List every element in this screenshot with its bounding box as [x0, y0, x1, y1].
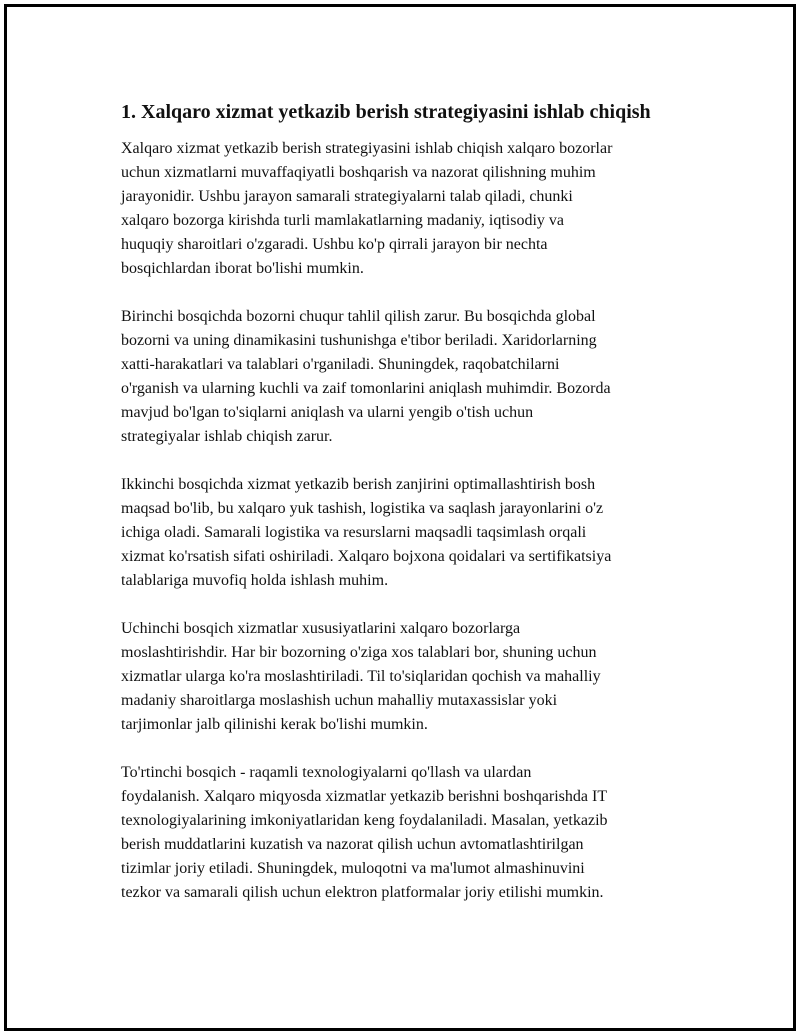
text-line: madaniy sharoitlarga moslashish uchun mahalliy mutaxassislar yoki: [121, 692, 558, 709]
text-line: foydalanish. Xalqaro miqyosda xizmatlar yetkazib berishni boshqarishda IT: [121, 788, 608, 805]
paragraph-stage-2: [121, 473, 701, 593]
document-body: [121, 99, 701, 929]
paragraph-stage-3: [121, 617, 701, 737]
text-line: Xalqaro xizmat yetkazib berish strategiyasini ishlab chiqish xalqaro bozorlar: [121, 140, 613, 157]
text-line: talablariga muvofiq holda ishlash muhim.: [121, 572, 389, 589]
text-line: ichiga oladi. Samarali logistika va resurslarni maqsadli taqsimlash orqali: [121, 524, 587, 541]
text-line: xalqaro bozorga kirishda turli mamlakatlarning madaniy, iqtisodiy va: [121, 212, 564, 229]
paragraph-stage-4: [121, 761, 701, 905]
text-line: To'rtinchi bosqich - raqamli texnologiyalarni qo'llash va ulardan: [121, 764, 532, 781]
text-line: Uchinchi bosqich xizmatlar xususiyatlarini xalqaro bozorlarga: [121, 620, 521, 637]
text-line: Ikkinchi bosqichda xizmat yetkazib berish zanjirini optimallashtirish bosh: [121, 476, 596, 493]
page-title: 1. Xalqaro xizmat yetkazib berish strategiyasini ishlab chiqish: [121, 101, 651, 123]
text-line: uchun xizmatlarni muvaffaqiyatli boshqarish va nazorat qilishning muhim: [121, 164, 596, 181]
text-line: maqsad bo'lib, bu xalqaro yuk tashish, logistika va saqlash jarayonlarini o'z: [121, 500, 604, 517]
text-line: tizimlar joriy etiladi. Shuningdek, muloqotni va ma'lumot almashinuvini: [121, 860, 585, 877]
text-line: mavjud bo'lgan to'siqlarni aniqlash va ularni yengib o'tish uchun: [121, 404, 534, 421]
text-line: berish muddatlarini kuzatish va nazorat qilish uchun avtomatlashtirilgan: [121, 836, 584, 853]
text-line: xizmatlar ularga ko'ra moslashtiriladi. Til to'siqlaridan qochish va mahalliy: [121, 668, 601, 685]
text-line: o'rganish va ularning kuchli va zaif tomonlarini aniqlash muhimdir. Bozorda: [121, 380, 611, 397]
page-border: [4, 4, 796, 1031]
text-line: Birinchi bosqichda bozorni chuqur tahlil qilish zarur. Bu bosqichda global: [121, 308, 596, 325]
paragraph-stage-1: [121, 305, 701, 449]
text-line: xizmat ko'rsatish sifati oshiriladi. Xalqaro bojxona qoidalari va sertifikatsiya: [121, 548, 612, 565]
text-line: tezkor va samarali qilish uchun elektron platformalar joriy etilishi mumkin.: [121, 884, 604, 901]
text-line: strategiyalar ishlab chiqish zarur.: [121, 428, 333, 445]
text-line: bozorni va uning dinamikasini tushunishga e'tibor beriladi. Xaridorlarning: [121, 332, 597, 349]
text-line: xatti-harakatlari va talablari o'rganiladi. Shuningdek, raqobatchilarni: [121, 356, 560, 373]
text-line: jarayonidir. Ushbu jarayon samarali strategiyalarni talab qiladi, chunki: [121, 188, 573, 205]
paragraph-intro: [121, 137, 701, 281]
text-line: tarjimonlar jalb qilinishi kerak bo'lishi mumkin.: [121, 716, 428, 733]
text-line: moslashtirishdir. Har bir bozorning o'ziga xos talablari bor, shuning uchun: [121, 644, 597, 661]
text-line: bosqichlardan iborat bo'lishi mumkin.: [121, 260, 364, 277]
text-line: texnologiyalarining imkoniyatlaridan keng foydalaniladi. Masalan, yetkazib: [121, 812, 608, 829]
text-line: huquqiy sharoitlari o'zgaradi. Ushbu ko'p qirrali jarayon bir nechta: [121, 236, 548, 253]
